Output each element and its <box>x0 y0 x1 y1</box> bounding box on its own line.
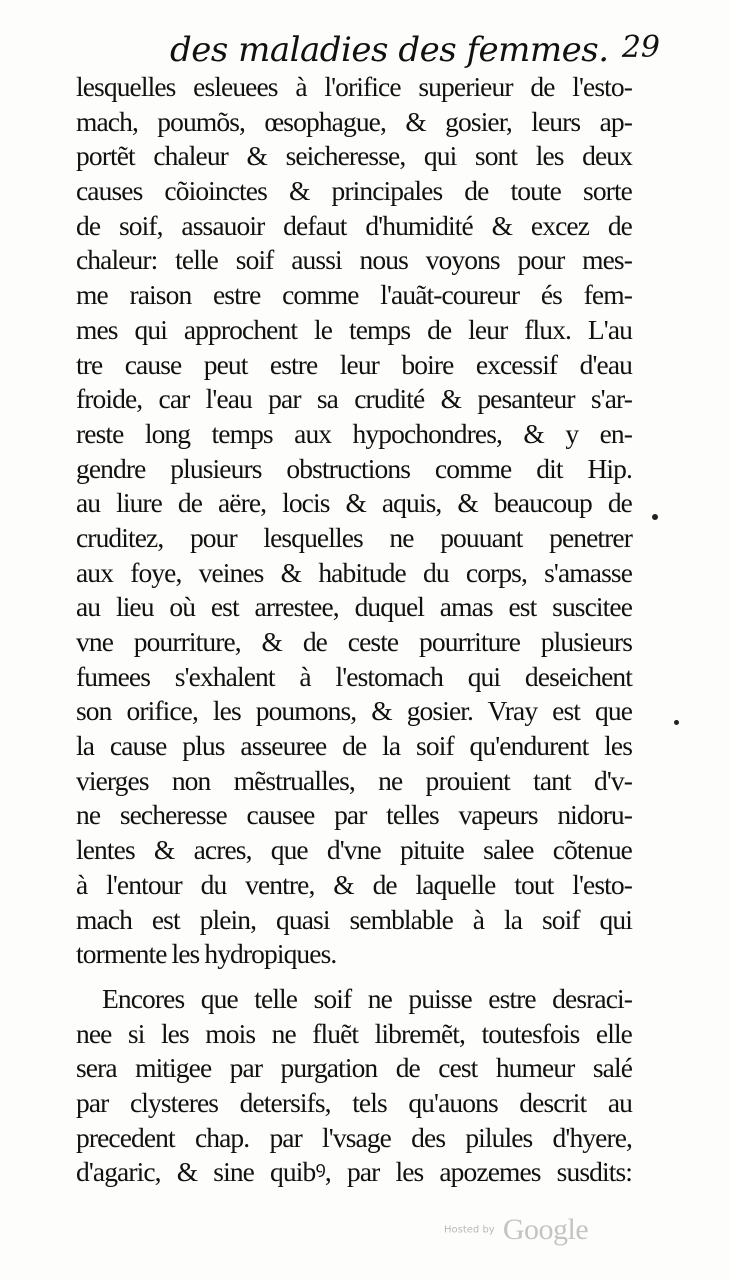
text-line: de soif, assauoir defaut d'humidité & excez de <box>76 209 632 241</box>
text-line: sera mitigee par purgation de cest humeur salé <box>76 1052 632 1084</box>
text-line: chaleur: telle soif aussi nous voyons pour mes- <box>76 244 632 276</box>
body-text <box>76 70 632 1190</box>
google-logo: Google <box>502 1213 589 1246</box>
text-line: mach, poumõs, œsophague, & gosier, leurs ap- <box>76 105 632 137</box>
text-line: precedent chap. par l'vsage des pilules d'hyere, <box>76 1121 632 1153</box>
text-line: vierges non mẽstrualles, ne prouient tant d'v- <box>76 764 632 796</box>
hosted-by-label: Hosted by <box>444 1224 495 1236</box>
text-line: la cause plus asseuree de la soif qu'endurent les <box>76 730 632 762</box>
ink-speck <box>652 514 658 520</box>
text-line: portẽt chaleur & seicheresse, qui sont les deux <box>76 140 632 172</box>
text-line: vne pourriture, & de ceste pourriture plusieurs <box>76 626 632 657</box>
text-line: nee si les mois ne fluẽt libremẽt, toutesfois elle <box>76 1017 632 1049</box>
text-line: tre cause peut estre leur boire excessif d'eau <box>76 348 632 380</box>
running-head <box>170 24 660 74</box>
text-line: lentes & acres, que d'vne pituite salee cõtenue <box>76 834 632 866</box>
google-watermark <box>444 1213 588 1253</box>
page-number: 29 <box>621 30 660 65</box>
paragraph-gap <box>76 972 632 982</box>
text-line: mes qui approchent le temps de leur flux. L'au <box>76 313 632 345</box>
text-line: me raison estre comme l'auãt-coureur és fem- <box>76 279 632 311</box>
text-line: fumees s'exhalent à l'estomach qui deseichent <box>76 660 632 692</box>
text-line: causes cõioinctes & principales de toute sorte <box>76 175 632 207</box>
text-line: par clysteres detersifs, tels qu'auons descrit au <box>76 1086 632 1118</box>
text-line: son orifice, les poumons, & gosier. Vray est que <box>76 695 632 727</box>
text-line: aux foye, veines & habitude du corps, s'amasse <box>76 556 632 588</box>
text-line: reste long temps aux hypochondres, & y en- <box>76 417 632 449</box>
text-line: tormente les hydropiques. <box>76 938 337 970</box>
text-line: à l'entour du ventre, & de laquelle tout l'esto- <box>76 868 632 900</box>
text-line: froide, car l'eau par sa crudité & pesanteur s'ar- <box>76 383 632 415</box>
running-title: des maladies des femmes. <box>170 30 609 70</box>
text-line: gendre plusieurs obstructions comme dit Hip. <box>76 452 632 484</box>
text-line: Encores que telle soif ne puisse estre desraci- <box>102 982 632 1014</box>
text-line: lesquelles esleuees à l'orifice superieur de l'esto- <box>76 71 632 102</box>
text-line: au lieu où est arrestee, duquel amas est suscitee <box>76 591 632 623</box>
text-line: d'agaric, & sine quibꝰ, par les apozemes susdits: <box>76 1156 632 1188</box>
text-line: au liure de aëre, locis & aquis, & beaucoup de <box>76 487 632 519</box>
text-line: ne secheresse causee par telles vapeurs nidoru- <box>76 799 632 831</box>
text-line: mach est plein, quasi semblable à la soif qui <box>76 903 632 935</box>
ink-speck <box>674 720 679 725</box>
text-line: cruditez, pour lesquelles ne pouuant penetrer <box>76 521 632 553</box>
